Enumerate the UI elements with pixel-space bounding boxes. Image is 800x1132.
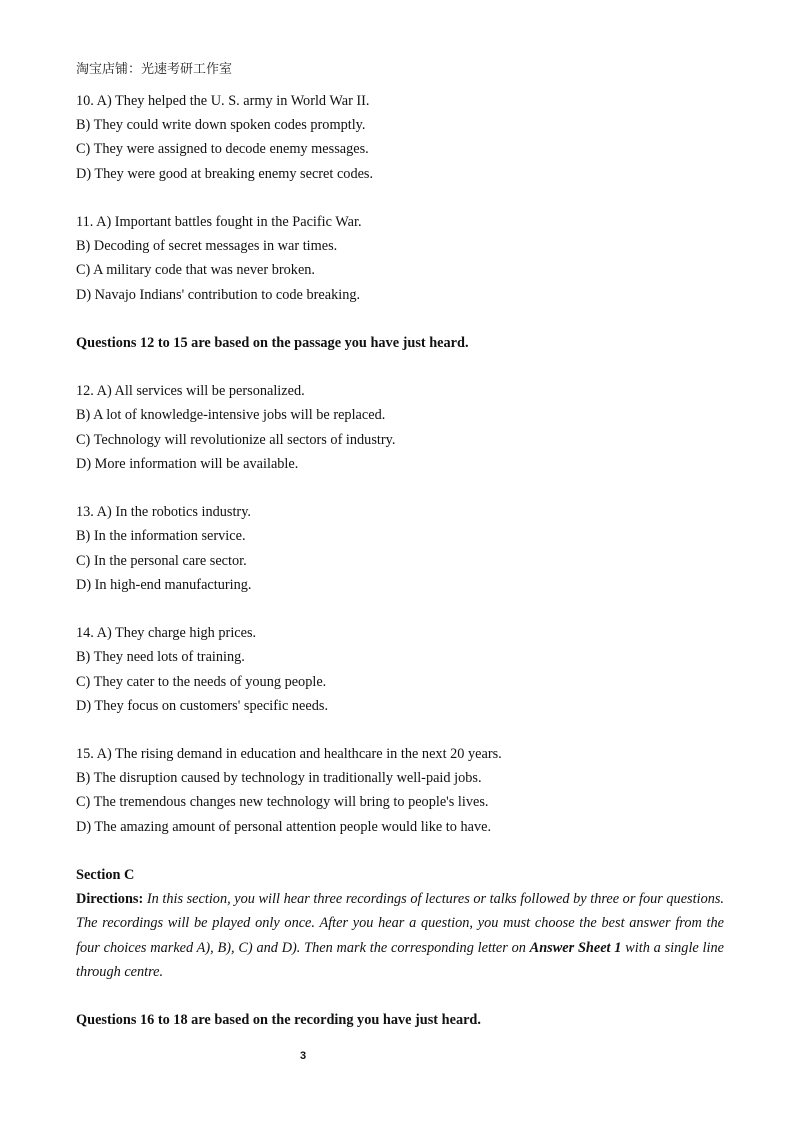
directions-text-part1: In this section, you will hear three recordings of lectures or talks followed by three or four questions. The recordings will be played only once. After you hear a question, you must choose the best answer from the four choices marked A), B), C) and D). Then mark the corresponding letter on <box>76 891 724 956</box>
question-12 <box>76 379 724 476</box>
question-13-option-c: C) In the personal care sector. <box>76 552 247 569</box>
question-15-option-a: 15. A) The rising demand in education and healthcare in the next 20 years. <box>76 746 502 763</box>
question-15-option-b: B) The disruption caused by technology in traditionally well-paid jobs. <box>76 770 482 787</box>
question-14-option-d: D) They focus on customers' specific needs. <box>76 697 329 714</box>
directions-label: Directions: <box>76 891 144 908</box>
question-12-option-b: B) A lot of knowledge-intensive jobs will be replaced. <box>76 407 386 424</box>
question-10-option-d: D) They were good at breaking enemy secret codes. <box>76 165 374 182</box>
question-12-option-c: C) Technology will revolutionize all sectors of industry. <box>76 431 396 448</box>
questions-16-18-heading: Questions 16 to 18 are based on the recording you have just heard. <box>76 1012 481 1029</box>
question-14-option-b: B) They need lots of training. <box>76 649 245 666</box>
question-15-option-d: D) The amazing amount of personal attention people would like to have. <box>76 818 492 835</box>
question-11-option-b: B) Decoding of secret messages in war times. <box>76 238 338 255</box>
question-11-option-d: D) Navajo Indians' contribution to code breaking. <box>76 286 361 303</box>
question-14-option-c: C) They cater to the needs of young people. <box>76 673 327 690</box>
question-10 <box>76 89 724 186</box>
question-11-option-c: C) A military code that was never broken. <box>76 262 316 279</box>
page-header: 淘宝店铺：光速考研工作室 <box>76 62 233 77</box>
question-10-option-b: B) They could write down spoken codes promptly. <box>76 117 366 134</box>
question-10-option-a: 10. A) They helped the U. S. army in World War II. <box>76 93 370 109</box>
section-c-directions <box>76 887 724 984</box>
question-10-option-c: C) They were assigned to decode enemy messages. <box>76 141 369 158</box>
question-15 <box>76 742 724 839</box>
questions-12-15-heading: Questions 12 to 15 are based on the passage you have just heard. <box>76 334 469 351</box>
question-13 <box>76 500 724 597</box>
question-12-option-d: D) More information will be available. <box>76 455 299 472</box>
directions-text-part2: with a single line through centre. <box>76 939 724 980</box>
question-13-option-d: D) In high-end manufacturing. <box>76 576 252 593</box>
question-14-option-a: 14. A) They charge high prices. <box>76 625 257 642</box>
section-c-title: Section C <box>76 867 135 883</box>
question-14 <box>76 621 724 718</box>
question-12-option-a: 12. A) All services will be personalized. <box>76 383 305 400</box>
question-13-option-a: 13. A) In the robotics industry. <box>76 504 251 521</box>
directions-answer-sheet: Answer Sheet 1 <box>529 939 622 956</box>
page-number: 3 <box>300 1050 307 1062</box>
question-11 <box>76 210 724 307</box>
question-11-option-a: 11. A) Important battles fought in the Pacific War. <box>76 213 362 230</box>
question-15-option-c: C) The tremendous changes new technology will bring to people's lives. <box>76 794 489 811</box>
question-13-option-b: B) In the information service. <box>76 528 246 545</box>
page-content <box>76 89 724 1057</box>
